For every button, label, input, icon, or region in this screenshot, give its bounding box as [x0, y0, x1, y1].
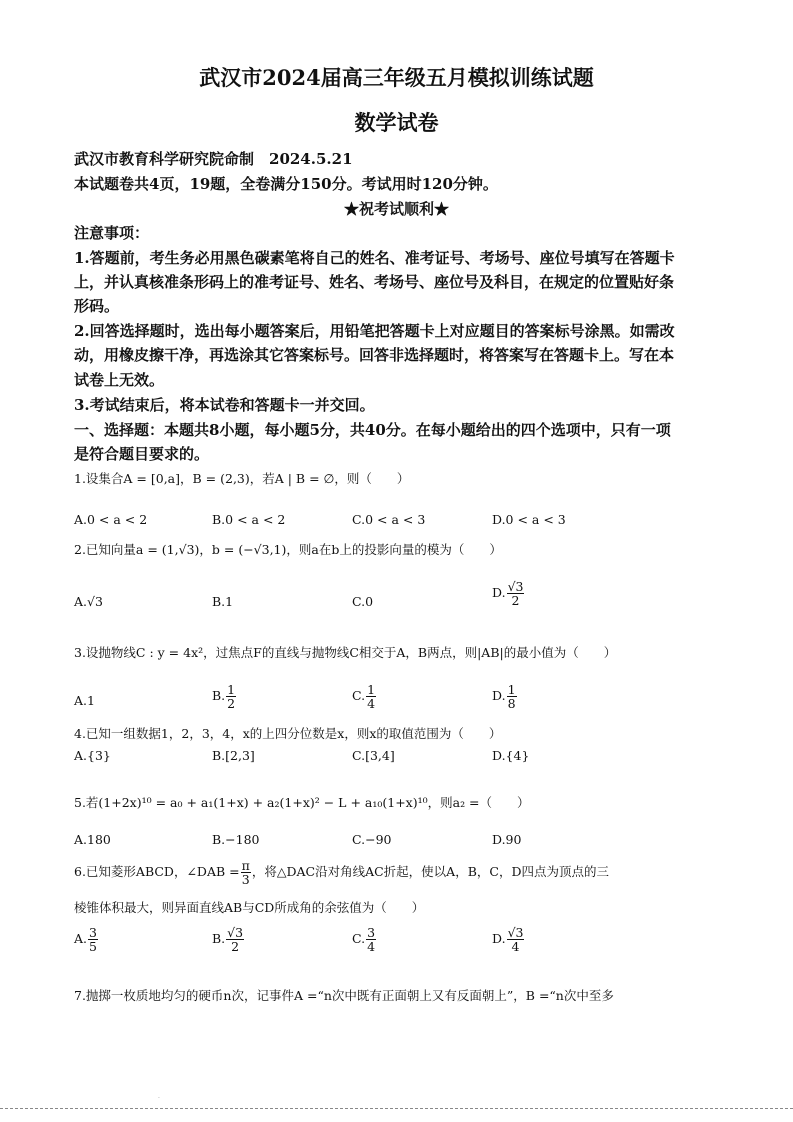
fraction-numerator: 3: [89, 925, 97, 940]
question-1-stem: 1.设集合A = [0,a]，B = (2,3)，若A | B = ∅，则（ ）: [74, 471, 410, 486]
question-5-option-b: B.−180: [212, 832, 260, 847]
question-2-option-c: C.0: [352, 594, 374, 609]
option-label: C.: [352, 931, 366, 947]
question-5-option-c: C.−90: [352, 832, 392, 847]
question-3-option-d: [492, 683, 518, 710]
section-heading: 一、选择题：本题共8小题，每小题5分，共40分。在每小题给出的四个选项中，只有一项: [74, 421, 671, 439]
question-2-option-d: [492, 580, 525, 607]
question-3-option-a: A.1: [74, 693, 95, 708]
fraction-denominator: 4: [367, 939, 376, 955]
option-label: C.: [352, 688, 366, 704]
page-title: 武汉市2024届高三年级五月模拟训练试题: [199, 65, 594, 90]
question-5-stem: 5.若(1+2x)¹⁰ = a₀ + a₁(1+x) + a₂(1+x)² − L + a₁₀(1+x)¹⁰，则a₂ =（ ）: [74, 795, 530, 810]
question-6-stem-end: ，将△DAC沿对角线AC折起，使以A，B，C，D四点为顶点的三: [251, 864, 609, 880]
fraction: [241, 859, 251, 886]
fraction: [507, 580, 525, 607]
fraction-denominator: 3: [241, 872, 250, 888]
fraction-denominator: 4: [511, 939, 520, 955]
question-6-stem-cont: 棱锥体积最大，则异面直线AB与CD所成角的余弦值为（ ）: [74, 900, 425, 915]
notice-item-1: 1.答题前，考生务必用黑色碳素笔将自己的姓名、准考证号、考场号、座位号填写在答题卡: [74, 249, 675, 267]
question-4-option-d: D.{4}: [492, 748, 530, 763]
fraction-numerator: 1: [367, 682, 376, 697]
notice-item-1-cont2: 形码。: [74, 297, 120, 315]
page-mark: ·: [158, 1095, 160, 1102]
question-1-option-d: D.0 < a < 3: [492, 512, 566, 527]
fraction: [507, 683, 517, 710]
question-4-option-b: B.[2,3]: [212, 748, 255, 763]
option-label: B.: [212, 688, 226, 704]
question-6-stem: [74, 859, 609, 886]
fraction-denominator: 4: [367, 696, 376, 712]
option-label: A.: [74, 931, 88, 947]
fraction-denominator: 2: [231, 939, 240, 955]
section-heading-cont: 是符合题目要求的。: [74, 445, 210, 463]
question-6-option-b: [212, 926, 245, 953]
fraction: [226, 926, 244, 953]
fraction-numerator: √3: [507, 925, 524, 940]
question-6-stem-start: 6.已知菱形ABCD，∠DAB =: [74, 864, 240, 880]
question-6-option-a: [74, 926, 99, 953]
fraction: [226, 683, 236, 710]
question-3-stem: 3.设抛物线C : y = 4x²，过焦点F的直线与抛物线C相交于A，B两点，则|AB|的最小值为（ ）: [74, 645, 617, 660]
notice-item-2-cont: 动，用橡皮擦干净，再选涂其它答案标号。回答非选择题时，将答案写在答题卡上。写在本: [74, 346, 675, 364]
fraction-denominator: 5: [89, 939, 97, 955]
fraction-numerator: √3: [227, 925, 244, 940]
fraction: [88, 926, 98, 953]
fraction-denominator: 2: [227, 696, 236, 712]
question-1-option-c: C.0 < a < 3: [352, 512, 426, 527]
question-1-option-b: B.0 < a < 2: [212, 512, 286, 527]
fraction: [507, 926, 525, 953]
question-7-stem: 7.抛掷一枚质地均匀的硬币n次，记事件A =“n次中既有正面朝上又有反面朝上”，B =“n次中至多: [74, 988, 614, 1003]
option-label: B.: [212, 931, 226, 947]
question-2-option-a: A.√3: [74, 594, 103, 609]
info-line: 本试题卷共4页，19题，全卷满分150分。考试用时120分钟。: [74, 175, 498, 193]
fraction: [366, 926, 376, 953]
question-4-stem: 4.已知一组数据1，2，3，4，x的上四分位数是x，则x的取值范围为（ ）: [74, 726, 502, 741]
option-label: D.: [492, 585, 506, 601]
question-2-stem: 2.已知向量a = (1,√3)，b = (−√3,1)，则a在b上的投影向量的模为（ ）: [74, 542, 502, 557]
question-4-option-c: C.[3,4]: [352, 748, 395, 763]
fraction-denominator: 8: [507, 696, 516, 712]
notice-item-1-cont: 上，并认真核准条形码上的准考证号、姓名、考场号、座位号及科目，在规定的位置贴好条: [74, 273, 675, 291]
notice-item-2: 2.回答选择题时，选出每小题答案后，用铅笔把答题卡上对应题目的答案标号涂黑。如需改: [74, 322, 675, 340]
fraction-numerator: 3: [367, 925, 376, 940]
notice-item-2-cont2: 试卷上无效。: [74, 371, 165, 389]
fraction-numerator: √3: [507, 579, 524, 594]
notice-item-3: 3.考试结束后，将本试卷和答题卡一并交回。: [74, 396, 375, 414]
fraction-numerator: 1: [507, 682, 516, 697]
fraction-numerator: 1: [227, 682, 236, 697]
notice-heading: 注意事项：: [74, 224, 150, 242]
blessing: ★祝考试顺利★: [343, 200, 449, 218]
fraction-numerator: π: [241, 858, 250, 873]
question-5-option-a: A.180: [74, 832, 111, 847]
question-5-option-d: D.90: [492, 832, 522, 847]
fraction: [366, 683, 376, 710]
question-6-option-c: [352, 926, 377, 953]
question-3-option-c: [352, 683, 377, 710]
page-bottom-rule: [0, 1108, 793, 1109]
option-label: D.: [492, 688, 506, 704]
question-6-option-d: [492, 926, 525, 953]
option-label: D.: [492, 931, 506, 947]
question-1-option-a: A.0 < a < 2: [74, 512, 148, 527]
question-3-option-b: [212, 683, 237, 710]
page-subtitle: 数学试卷: [354, 110, 439, 135]
issuer-line: 武汉市教育科学研究院命制 2024.5.21: [74, 150, 353, 168]
question-2-option-b: B.1: [212, 594, 234, 609]
fraction-denominator: 2: [511, 593, 520, 609]
question-4-option-a: A.{3}: [74, 748, 111, 763]
